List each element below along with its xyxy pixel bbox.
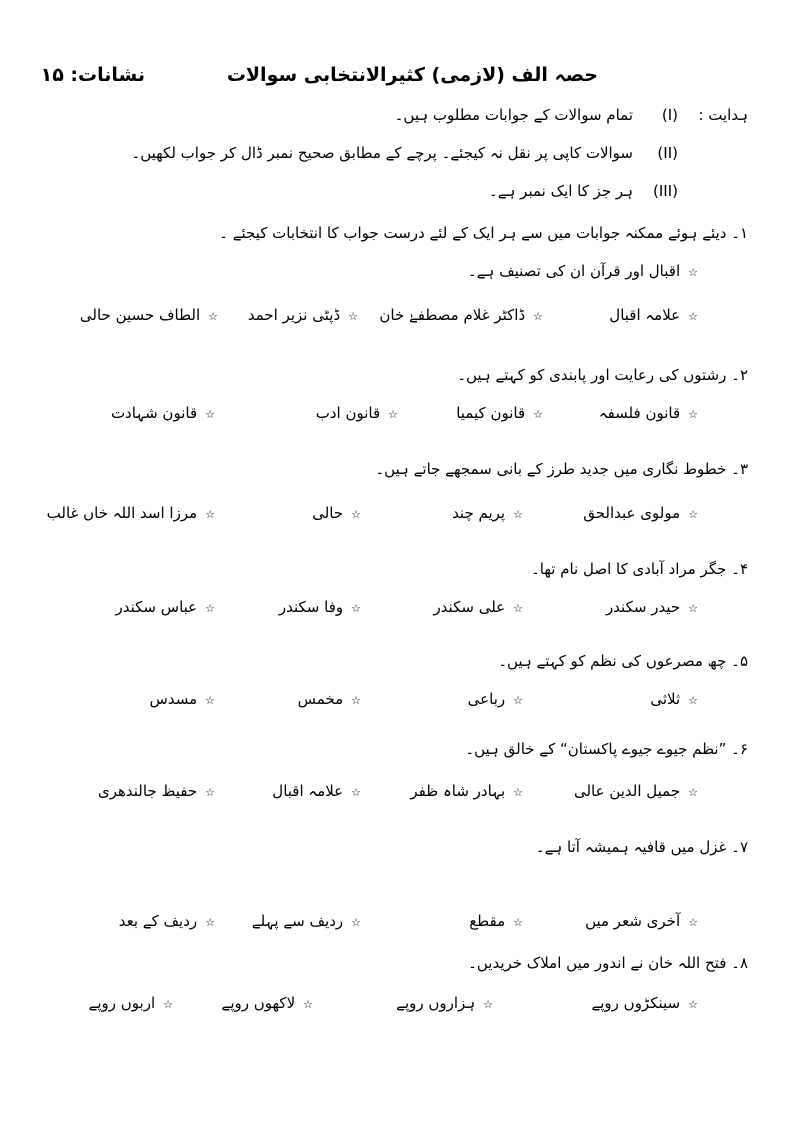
question-4-option-2: ☆علی سکندر xyxy=(433,598,523,616)
star-icon: ☆ xyxy=(205,786,215,799)
star-icon: ☆ xyxy=(533,408,543,421)
question-7-option-4: ☆ردیف کے بعد xyxy=(118,912,215,930)
star-icon: ☆ xyxy=(688,310,698,323)
question-7-option-1: ☆آخری شعر میں xyxy=(585,912,698,930)
question-6-option-3: ☆علامہ اقبال xyxy=(272,782,361,800)
star-icon: ☆ xyxy=(205,694,215,707)
question-3-option-3: ☆حالی xyxy=(312,504,361,522)
question-3-option-2: ☆پریم چند xyxy=(452,504,523,522)
star-icon: ☆ xyxy=(351,602,361,615)
question-2-option-1: ☆قانون فلسفہ xyxy=(598,404,698,422)
section-title: حصہ الف (لازمی) کثیرالانتخابی سوالات xyxy=(226,64,598,86)
question-7-option-3: ☆ردیف سے پہلے xyxy=(251,912,361,930)
star-icon: ☆ xyxy=(348,310,358,323)
star-icon: ☆ xyxy=(351,694,361,707)
question-4-option-4: ☆عباس سکندر xyxy=(115,598,215,616)
question-6-option-4: ☆حفیظ جالندھری xyxy=(97,782,215,800)
question-1-option-4: ☆الطاف حسین حالی xyxy=(79,306,218,324)
question-7-option-2: ☆مقطع xyxy=(469,912,523,930)
star-icon: ☆ xyxy=(208,310,218,323)
star-icon: ☆ xyxy=(688,786,698,799)
question-2-option-2: ☆قانون کیمیا xyxy=(456,404,543,422)
marks-label: نشانات: ۱۵ xyxy=(40,64,145,86)
star-icon: ☆ xyxy=(688,408,698,421)
star-icon: ☆ xyxy=(513,602,523,615)
instruction-3-number: (III) xyxy=(653,182,678,200)
question-2-option-4: ☆قانون شہادت xyxy=(110,404,215,422)
instruction-3-text: ہر جز کا ایک نمبر ہے۔ xyxy=(489,182,633,200)
question-6-option-2: ☆بہادر شاہ ظفر xyxy=(410,782,523,800)
star-icon: ☆ xyxy=(205,916,215,929)
instruction-2-number: (II) xyxy=(657,144,678,162)
question-4-option-3: ☆وفا سکندر xyxy=(278,598,361,616)
question-5-option-3: ☆مخمس xyxy=(297,690,361,708)
question-8-option-1: ☆سینکڑوں روپے xyxy=(591,994,698,1012)
question-5-option-2: ☆رباعی xyxy=(467,690,523,708)
star-icon: ☆ xyxy=(688,998,698,1011)
question-7-text: ۷۔ غزل میں قافیہ ہمیشہ آتا ہے۔ xyxy=(535,838,748,856)
star-icon: ☆ xyxy=(351,786,361,799)
star-icon: ☆ xyxy=(205,508,215,521)
question-4-option-1: ☆حیدر سکندر xyxy=(605,598,698,616)
star-icon: ☆ xyxy=(205,408,215,421)
star-icon: ☆ xyxy=(513,786,523,799)
star-icon: ☆ xyxy=(303,998,313,1011)
question-1-option-3: ☆ڈپٹی نزیر احمد xyxy=(247,306,358,324)
question-4-text: ۴۔ جگر مراد آبادی کا اصل نام تھا۔ xyxy=(530,560,748,578)
question-2-text: ۲۔ رشتوں کی رعایت اور پابندی کو کہتے ہیں۔ xyxy=(457,366,748,384)
instructions-label: ہدایت : xyxy=(698,106,748,124)
question-3-option-4: ☆مرزا اسد اللہ خاں غالب xyxy=(46,504,215,522)
question-3-option-1: ☆مولوی عبدالحق xyxy=(583,504,698,522)
question-3-text: ۳۔ خطوط نگاری میں جدید طرز کے بانی سمجھے جاتے ہیں۔ xyxy=(375,460,748,478)
question-1-heading: ۱۔ دیئے ہوئے ممکنہ جوابات میں سے ہر ایک کے لئے درست جواب کا انتخابات کیجئے ۔ xyxy=(219,224,748,242)
star-icon: ☆ xyxy=(533,310,543,323)
instruction-1-text: تمام سوالات کے جوابات مطلوب ہیں۔ xyxy=(394,106,633,124)
star-icon: ☆ xyxy=(688,266,698,279)
star-icon: ☆ xyxy=(513,694,523,707)
question-8-option-2: ☆ہزاروں روپے xyxy=(396,994,493,1012)
question-2-option-3: ☆قانون ادب xyxy=(315,404,398,422)
question-1-text: ☆اقبال اور قرآن ان کی تصنیف ہے۔ xyxy=(467,262,698,280)
question-5-text: ۵۔ چھ مصرعوں کی نظم کو کہتے ہیں۔ xyxy=(498,652,748,670)
question-5-option-4: ☆مسدس xyxy=(149,690,215,708)
question-8-text: ۸۔ فتح اللہ خان نے اندور میں املاک خریدیں۔ xyxy=(468,954,748,972)
star-icon: ☆ xyxy=(688,508,698,521)
star-icon: ☆ xyxy=(513,508,523,521)
question-8-option-4: ☆اربوں روپے xyxy=(88,994,173,1012)
question-8-option-3: ☆لاکھوں روپے xyxy=(221,994,313,1012)
question-5-option-1: ☆ثلاثی xyxy=(650,690,698,708)
star-icon: ☆ xyxy=(351,916,361,929)
star-icon: ☆ xyxy=(688,694,698,707)
star-icon: ☆ xyxy=(351,508,361,521)
instruction-1-number: (I) xyxy=(661,106,678,124)
question-6-text: ۶۔ ”نظم جیوے جیوے پاکستان“ کے خالق ہیں۔ xyxy=(465,740,748,758)
question-1-option-2: ☆ڈاکٹر غلام مصطفےٰ خان xyxy=(379,306,543,324)
star-icon: ☆ xyxy=(388,408,398,421)
question-1-option-1: ☆علامہ اقبال xyxy=(609,306,698,324)
star-icon: ☆ xyxy=(688,602,698,615)
star-icon: ☆ xyxy=(163,998,173,1011)
instruction-2-text: سوالات کاپی پر نقل نہ کیجئے۔ پرچے کے مطابق صحیح نمبر ڈال کر جواب لکھیں۔ xyxy=(131,144,633,162)
star-icon: ☆ xyxy=(205,602,215,615)
star-icon: ☆ xyxy=(688,916,698,929)
question-6-option-1: ☆جمیل الدین عالی xyxy=(573,782,698,800)
star-icon: ☆ xyxy=(513,916,523,929)
star-icon: ☆ xyxy=(483,998,493,1011)
